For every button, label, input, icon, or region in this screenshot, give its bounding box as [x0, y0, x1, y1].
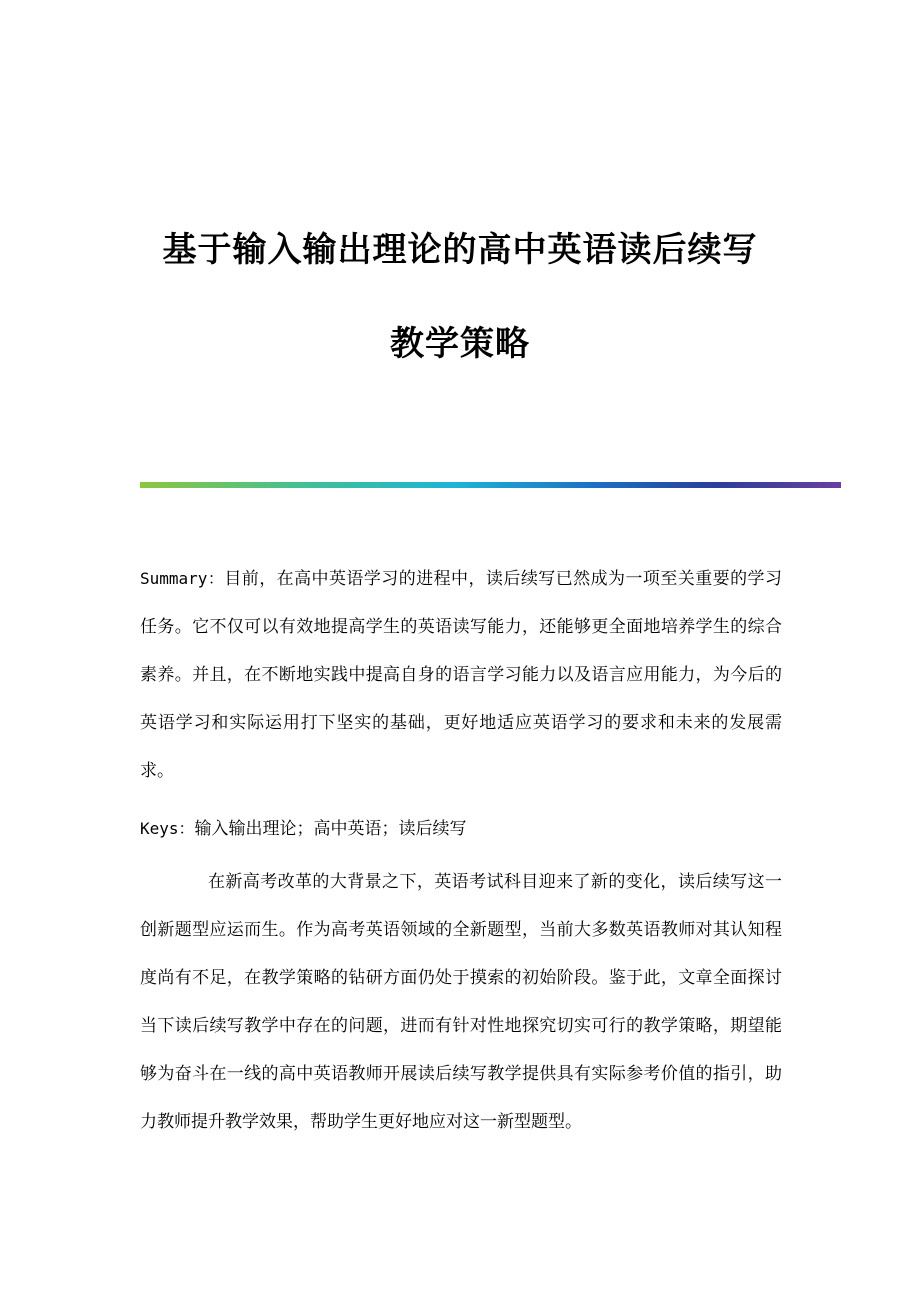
summary-paragraph	[140, 555, 782, 795]
summary-label: Summary：	[140, 569, 225, 588]
document-title-line-2: 教学策略	[390, 324, 530, 364]
keywords-line	[140, 805, 782, 853]
keys-label: Keys：	[140, 819, 195, 838]
keys-text: 输入输出理论；高中英语；读后续写	[194, 819, 467, 839]
gradient-divider	[140, 482, 841, 488]
summary-text: 目前，在高中英语学习的进程中，读后续写已然成为一项至关重要的学习任务。它不仅可以有效地提高学生的英语读写能力，还能够更全面地培养学生的综合素养。并且，在不断地实践中提高自身的语言学习能力以及语言应用能力，为今后的英语学习和实际运用打下坚实的基础，更好地适应英语学习的要求和未来的发展需求。	[140, 569, 782, 781]
body-paragraph: 在新高考改革的大背景之下，英语考试科目迎来了新的变化，读后续写这一创新题型应运而生。作为高考英语领域的全新题型，当前大多数英语教师对其认知程度尚有不足，在教学策略的钻研方面仍处于摸索的初始阶段。鉴于此，文章全面探讨当下读后续写教学中存在的问题，进而有针对性地探究切实可行的教学策略，期望能够为奋斗在一线的高中英语教师开展读后续写教学提供具有实际参考价值的指引，助力教师提升教学效果，帮助学生更好地应对这一新型题型。	[140, 872, 782, 1132]
document-title-line-1: 基于输入输出理论的高中英语读后续写	[162, 230, 758, 270]
